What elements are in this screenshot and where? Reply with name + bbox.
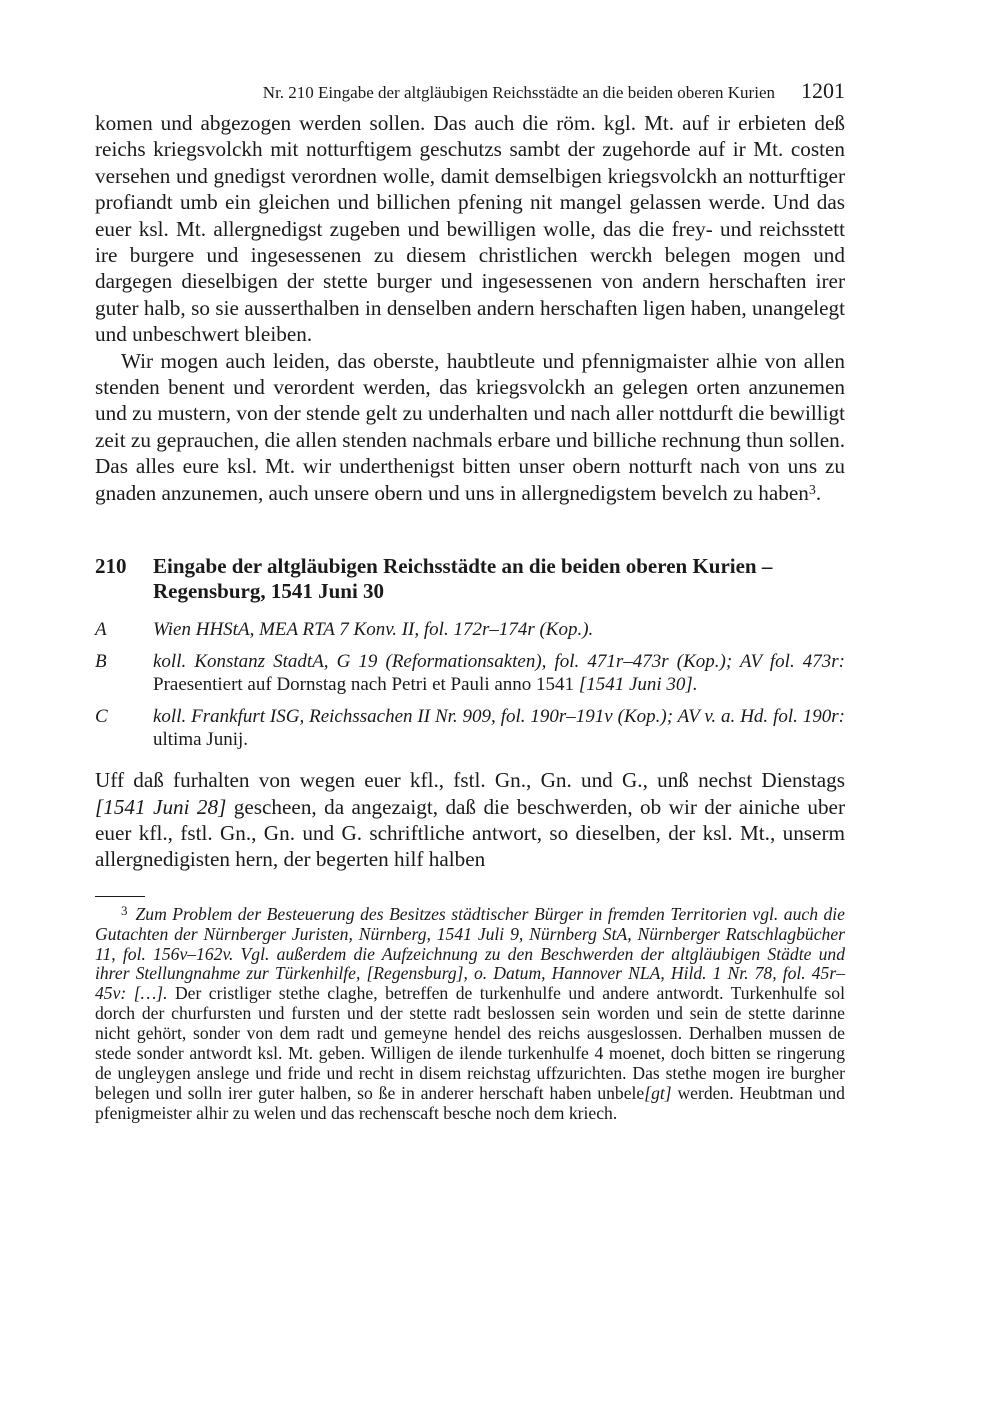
source-description (153, 705, 845, 751)
date-annotation: [1541 Juni 28] (95, 794, 227, 819)
text-segment: gescheen, da angezaigt, daß die beschwerden, ob wir der ainiche uber euer kfl., fstl. Gn., Gn. und G. schriftliche antwort, so dieselben, der ksl. Mt., unserm allergnedigisten hern, der begerten hilf halben (95, 794, 846, 872)
source-list (95, 618, 845, 751)
source-siglum: A (95, 619, 107, 641)
footnote (95, 902, 845, 1124)
source-description (153, 650, 845, 696)
source-description (153, 618, 845, 641)
paragraph-end: . (815, 480, 822, 505)
source-archive: koll. Konstanz StadtA, G 19 (Reformationsakten), fol. 471r–473r (Kop.); AV fol. 473r: (153, 651, 845, 673)
document-number: 210 (95, 554, 127, 579)
footnote-commentary: Zum Problem der Besteuerung des Besitzes städtischer Bürger in fremden Territorien vgl. auch die Gutachten der Nürnberger Juristen, Nürnberg, 1541 Juli 9, Nürnberg StA, Nürnberger Ratschlagbücher 11, fol. 156v–162v. Vgl. außerdem die Aufzeichnung zu den Beschwerden der altgläubigen Städte und ihrer Stellungnahme zur Türkenhilfe, [Regensburg], o. Datum, Hannover NLA, Hild. 1 Nr. 78, fol. 45r–45v: […]. (95, 903, 845, 1004)
footnote-quotation-end: werden. Heubtman und pfenigmeister alhir zu welen und das rechenscaft besche noch dem kriech. (95, 1082, 845, 1123)
footnote-reference[interactable]: 3 (808, 482, 816, 498)
source-siglum: C (95, 706, 108, 728)
source-entry (95, 618, 845, 641)
page (95, 78, 845, 1124)
footnote-area (95, 902, 845, 1124)
paragraph (95, 767, 845, 873)
continuation-text (95, 110, 845, 506)
paragraph (95, 348, 845, 506)
source-entry (95, 650, 845, 696)
page-number: 1201 (801, 78, 845, 103)
source-note: Praesentiert auf Dornstag nach Petri et Pauli anno 1541 (153, 674, 579, 696)
source-entry (95, 705, 845, 751)
source-archive: Wien HHStA, MEA RTA 7 Konv. II, fol. 172r–174r (Kop.). (153, 619, 594, 641)
footnote-emendation: [gt] (644, 1082, 672, 1103)
footnote-marker: 3 (121, 902, 128, 918)
running-head (95, 78, 845, 110)
document-heading (95, 554, 845, 604)
footnote-divider (95, 896, 145, 897)
paragraph: komen und abgezogen werden sollen. Das auch die röm. kgl. Mt. auf ir erbieten deß reichs kriegsvolckh mit notturftigem geschutzs sambt der zugehorde auf ir Mt. costen versehen und gnedigst verordnen wolle, damit demselbigen kriegsvolckh an notturftiger profiandt umb ein gleichen und billichen pfening nit mangel gelassen werde. Und das euer ksl. Mt. allergnedigst zugeben und bewilligen wolle, das die frey- und reichsstett ire burgere und ingesessenen zu diesem christlichen werckh belegen mogen und dargegen dieselbigen der stette burger und ingesessenen von andern herschaften irer guter halb, so sie ausserthalben in denselben andern herschaften ligen haben, unangelegt und unbeschwert bleiben. (95, 111, 845, 347)
source-archive: koll. Frankfurt ISG, Reichssachen II Nr. 909, fol. 190r–191v (Kop.); AV v. a. Hd. fol. 190r: (153, 706, 845, 728)
running-title: Nr. 210 Eingabe der altgläubigen Reichsstädte an die beiden oberen Kurien (262, 83, 775, 102)
source-note: ultima Junij. (153, 729, 248, 751)
paragraph-text: Wir mogen auch leiden, das oberste, haubtleute und pfennigmaister alhie von allen stenden benent und verordent werden, das kriegsvolckh an gelegen orten anzunemen und zu mustern, von der stende gelt zu underhalten und nach aller nottdurft die bewilligt zeit zu geprauchen, die allen stenden nachmals erbare und billiche rechnung thun sollen. Das alles eure ksl. Mt. wir underthenigst bitten unser obern notturft nach von uns zu gnaden anzunemen, auch unsere obern und uns in allergnedigstem bevelch zu haben (95, 348, 845, 505)
footnote-quotation: Der cristliger stethe claghe, betreffen de turkenhulfe und andere antwordt. Turkenhulfe sol dorch der churfursten und fursten und der stette radt beslossen sein worden und sein de stette darinne nicht gehört, sonder von dem radt und gemeyne hendel des reichs ausgeslossen. Derhalben mussen de stede sonder antwordt ksl. Mt. geben. Willigen de ilende turkenhulfe 4 moenet, doch bitten se ringerung de ungleygen anslege und fride und recht in disem reichstag uffzurichten. Das stethe mogen ire burgher belegen und solln irer guter halben, so ße in anderer herschaft haben unbele (95, 983, 845, 1103)
text-segment: Uff daß furhalten von wegen euer kfl., fstl. Gn., Gn. und G., unß nechst Dienstags (95, 768, 845, 793)
document-title: Eingabe der altgläubigen Reichsstädte an die beiden oberen Kurien – Regensburg, 1541 Juni 30 (153, 554, 773, 604)
document-text (95, 767, 845, 873)
source-date: [1541 Juni 30]. (578, 674, 698, 696)
source-siglum: B (95, 651, 107, 673)
